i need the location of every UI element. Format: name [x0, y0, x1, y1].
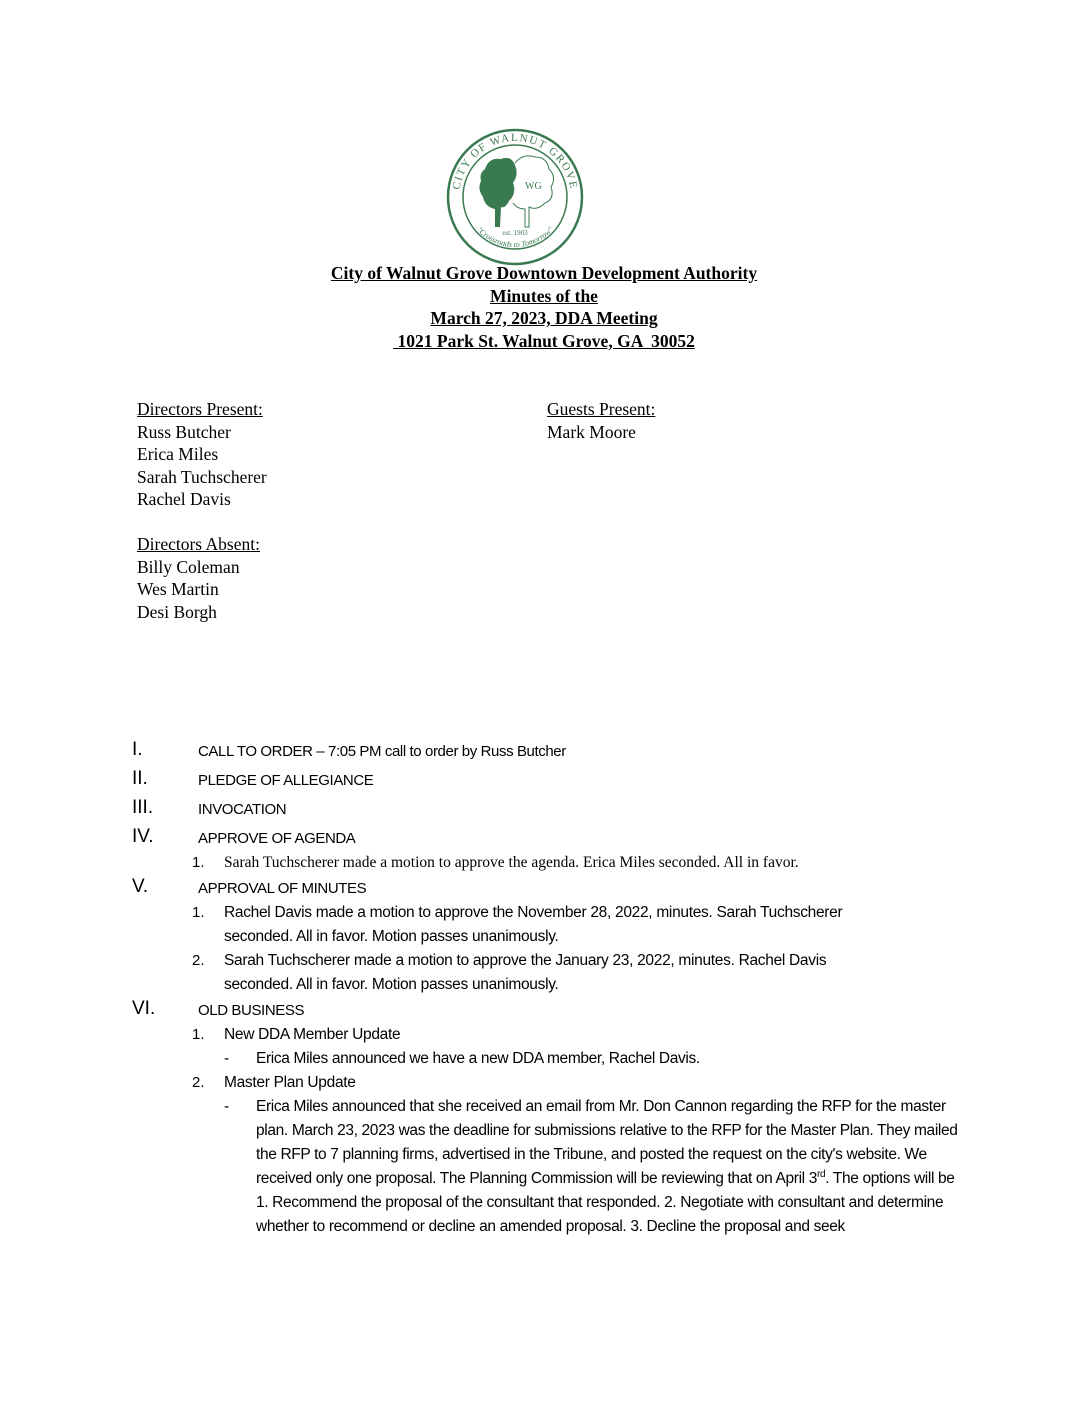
agenda-section-pledge	[132, 769, 972, 793]
item-number: 1.	[192, 1026, 205, 1043]
section-title: CALL TO ORDER – 7:05 PM call to order by Russ Butcher	[198, 743, 566, 760]
item-text-line: Sarah Tuchscherer made a motion to approve the January 23, 2022, minutes. Rachel Davis	[224, 952, 827, 969]
agenda-section-call-to-order	[132, 740, 972, 764]
walnut-grove-seal-icon	[445, 127, 585, 267]
directors-absent-heading: Directors Absent:	[137, 534, 260, 554]
section-title: PLEDGE OF ALLEGIANCE	[198, 772, 374, 789]
city-seal-logo	[445, 127, 585, 267]
item-bullet	[224, 1047, 972, 1071]
bullet-text-part: Erica Miles announced that she received an email from Mr. Don Cannon regarding the RFP for the master plan. March 23, 2023 was the deadline for submissions relative to the RFP for the Master Plan. They mailed the RFP to 7 planning firms, advertised in the Tribune, and posted the request on the city's website. We received only one proposal. The Planning Commission will be reviewing that on April 3	[256, 1098, 958, 1187]
dash-bullet-icon: -	[224, 1050, 229, 1067]
item-number: 2.	[192, 952, 205, 969]
svg-text:"Crossroads to Tomorrow": "Crossroads to Tomorrow"	[475, 225, 555, 250]
agenda-section-invocation	[132, 798, 972, 822]
section-title: APPROVE OF AGENDA	[198, 830, 356, 847]
org-title: City of Walnut Grove Downtown Development Authority	[330, 263, 758, 283]
director-name: Billy Coleman	[137, 556, 240, 577]
director-name: Wes Martin	[137, 579, 219, 599]
section-numeral: III.	[132, 797, 154, 818]
item-text-line: seconded. All in favor. Motion passes unanimously.	[224, 976, 559, 993]
agenda-item	[192, 901, 972, 949]
svg-text:CITY OF WALNUT GROVE: CITY OF WALNUT GROVE	[450, 131, 580, 191]
item-text: Sarah Tuchscherer made a motion to approve the agenda. Erica Miles seconded. All in favor.	[224, 854, 799, 871]
section-numeral: IV.	[132, 826, 154, 847]
director-name: Sarah Tuchscherer	[137, 466, 267, 487]
meeting-date: March 27, 2023, DDA Meeting	[430, 308, 658, 328]
item-text-line: Rachel Davis made a motion to approve the November 28, 2022, minutes. Sarah Tuchscherer	[224, 904, 843, 921]
director-name: Rachel Davis	[137, 489, 231, 509]
doc-type: Minutes of the	[490, 285, 598, 306]
agenda-item	[192, 851, 972, 875]
section-numeral: I.	[132, 739, 143, 760]
agenda-item	[192, 1023, 972, 1047]
bullet-text: Erica Miles announced we have a new DDA member, Rachel Davis.	[256, 1050, 700, 1067]
section-numeral: V.	[132, 876, 149, 897]
document-header	[0, 262, 1088, 352]
item-number: 2.	[192, 1074, 205, 1091]
svg-text:est. 1903: est. 1903	[502, 229, 528, 237]
section-numeral: VI.	[132, 998, 156, 1019]
item-number: 1.	[192, 904, 205, 921]
item-number: 1.	[192, 854, 205, 871]
directors-present	[137, 398, 267, 511]
director-name: Erica Miles	[137, 444, 219, 464]
monogram: WG	[525, 181, 542, 192]
agenda-item	[192, 949, 972, 997]
directors-present-heading: Directors Present:	[137, 399, 263, 419]
section-title: INVOCATION	[198, 801, 287, 818]
item-text-line: seconded. All in favor. Motion passes unanimously.	[224, 928, 559, 945]
bullet-text	[256, 1095, 966, 1239]
dash-bullet-icon: -	[224, 1098, 229, 1115]
agenda-section-approval-of-minutes	[132, 877, 972, 901]
director-name: Russ Butcher	[137, 421, 231, 442]
ordinal-suffix: rd	[817, 1168, 826, 1180]
section-numeral: II.	[132, 768, 148, 789]
item-bullet	[224, 1095, 972, 1239]
bullet-text-part: . The options will be 1. Recommend the proposal of the consultant that responded. 2. Negotiate with consultant and determine whether to recommend or decline an amended proposal. 3. Decline the proposal and seek	[256, 1170, 955, 1235]
agenda-item	[192, 1071, 972, 1095]
section-title: APPROVAL OF MINUTES	[198, 880, 367, 897]
agenda-section-old-business	[132, 999, 972, 1023]
item-text: New DDA Member Update	[224, 1026, 401, 1043]
meeting-address: 1021 Park St. Walnut Grove, GA 30052	[393, 330, 695, 351]
guests-present-heading: Guests Present:	[547, 399, 656, 419]
section-title: OLD BUSINESS	[198, 1002, 305, 1019]
agenda	[132, 740, 972, 1239]
director-name: Desi Borgh	[137, 601, 217, 622]
item-text: Master Plan Update	[224, 1074, 356, 1091]
agenda-section-approve-agenda	[132, 827, 972, 851]
directors-absent	[137, 533, 260, 623]
guests-present	[547, 398, 655, 443]
guest-name: Mark Moore	[547, 421, 636, 442]
